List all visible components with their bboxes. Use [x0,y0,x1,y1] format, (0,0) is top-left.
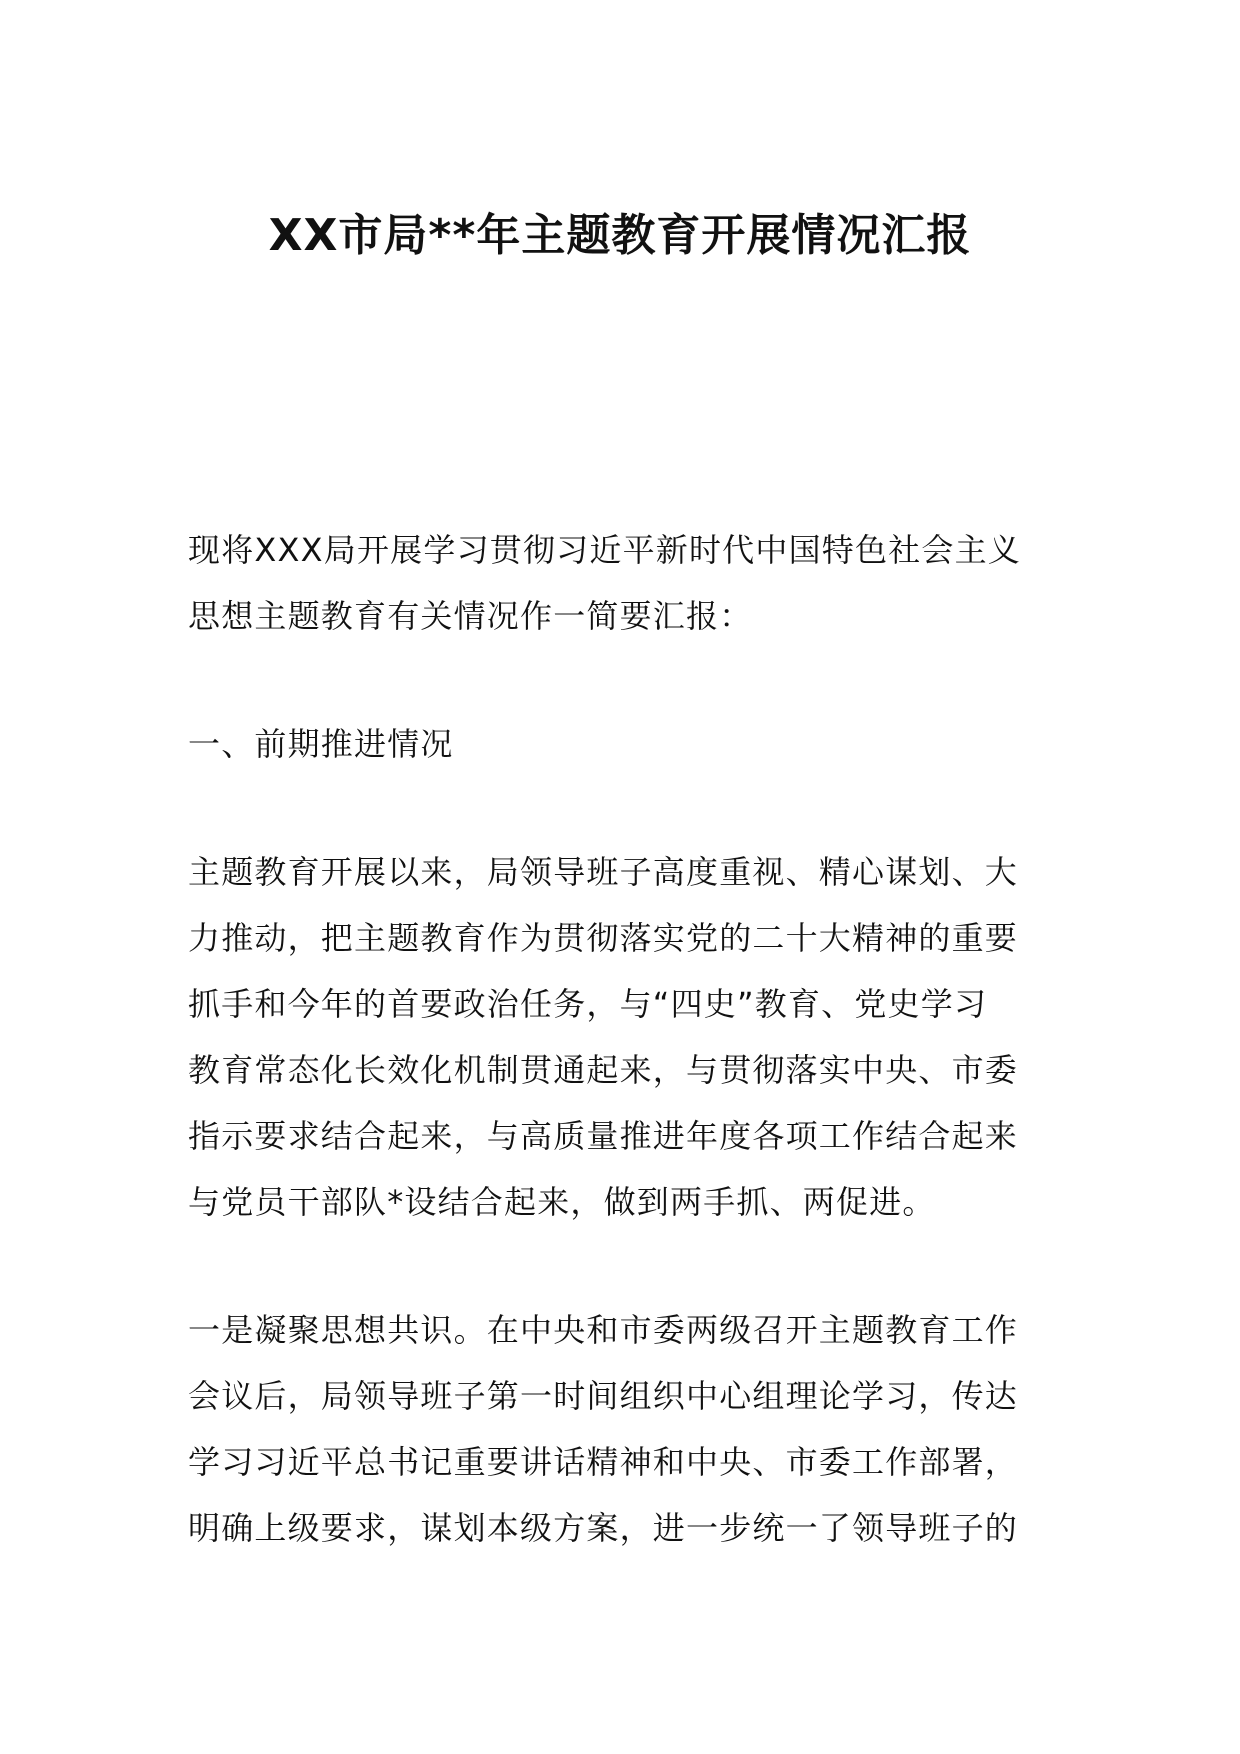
paragraph-line: 力推动，把主题教育作为贯彻落实党的二十大精神的重要 [188,919,1019,957]
paragraph-line: 主题教育开展以来，局领导班子高度重视、精心谋划、大 [188,853,1019,891]
paragraph-line: 指示要求结合起来，与高质量推进年度各项工作结合起来 [188,1117,1019,1155]
intro-line: 现将XXX局开展学习贯彻习近平新时代中国特色社会主义 [188,531,1021,569]
section-heading: 一、前期推进情况 [188,725,454,763]
paragraph-line: 明确上级要求，谋划本级方案，进一步统一了领导班子的 [188,1509,1019,1547]
paragraph-line: 会议后，局领导班子第一时间组织中心组理论学习，传达 [188,1377,1019,1415]
paragraph-line: 教育常态化长效化机制贯通起来，与贯彻落实中央、市委 [188,1051,1019,1089]
paragraph-line: 一是凝聚思想共识。在中央和市委两级召开主题教育工作 [188,1311,1019,1349]
paragraph-line: 学习习近平总书记重要讲话精神和中央、市委工作部署， [188,1443,1019,1481]
intro-line: 思想主题教育有关情况作一简要汇报： [188,597,753,635]
paragraph-line: 抓手和今年的首要政治任务，与“四史”教育、党史学习 [188,985,988,1023]
document-title: XX市局**年主题教育开展情况汇报 [268,210,972,261]
paragraph-line: 与党员干部队*设结合起来，做到两手抓、两促进。 [188,1183,936,1221]
